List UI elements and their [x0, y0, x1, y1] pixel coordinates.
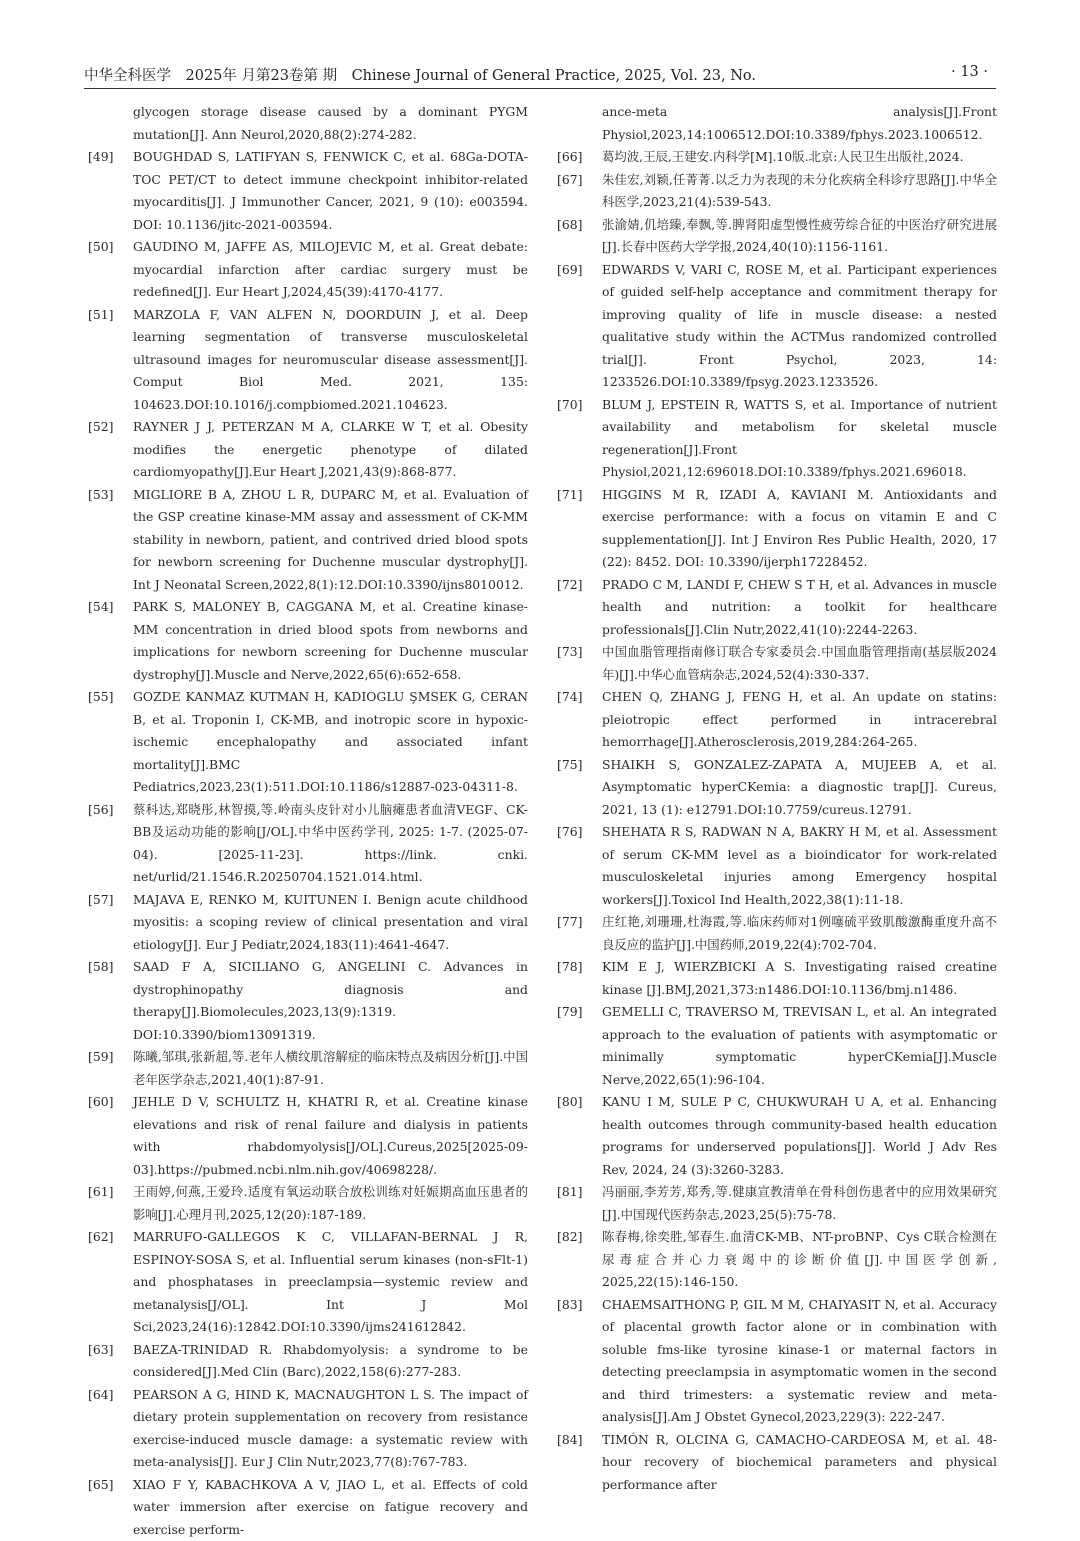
reference-text: BOUGHDAD S, LATIFYAN S, FENWICK C, et al. 68Ga-DOTA-TOC PET/CT to detect immune checkpoint inhibitor-related myocarditis[J]. J Immunother Cancer, 2021, 9 (10): e003594. DOI: 10.1136/jitc-2021-003594. [133, 146, 528, 236]
reference-number: [66] [557, 146, 582, 169]
reference-number: [64] [88, 1384, 113, 1407]
reference-text: CHEN Q, ZHANG J, FENG H, et al. An update on statins: pleiotropic effect performed in intracerebral hemorrhage[J].Atherosclerosis,2019,284:264-265. [602, 686, 997, 754]
reference-item [557, 169, 997, 214]
reference-item [557, 146, 997, 169]
reference-text: 王雨婷,何燕,王爱玲.适度有氧运动联合放松训练对妊娠期高血压患者的影响[J].心理月刊,2025,12(20):187-189. [133, 1181, 528, 1226]
reference-item [557, 821, 997, 911]
reference-number: [50] [88, 236, 113, 259]
reference-number: [54] [88, 596, 113, 619]
reference-text: SAAD F A, SICILIANO G, ANGELINI C. Advances in dystrophinopathy diagnosis and therapy[J].Biomolecules,2023,13(9):1319. DOI:10.3390/biom13091319. [133, 956, 528, 1046]
reference-number: [76] [557, 821, 582, 844]
reference-number: [56] [88, 799, 113, 822]
reference-text: MARZOLA F, VAN ALFEN N, DOORDUIN J, et al. Deep learning segmentation of transverse musculoskeletal ultrasound images for neuromuscular disease assessment[J]. Comput Biol Med. 2021, 135: 104623.DOI:10.1016/j.compbiomed.2021.104623. [133, 304, 528, 417]
journal-info: 中华全科医学 2025年 月第23卷第 期 Chinese Journal of General Practice, 2025, Vol. 23, No. [84, 64, 756, 85]
reference-text: 陈曦,邹琪,张新超,等.老年人横纹肌溶解症的临床特点及病因分析[J].中国老年医学杂志,2021,40(1):87-91. [133, 1046, 528, 1091]
reference-number: [82] [557, 1226, 582, 1249]
reference-item [88, 686, 528, 799]
reference-text: 张渝婧,仉培臻,奉飘,等.脾肾阳虚型慢性疲劳综合征的中医治疗研究进展[J].长春中医药大学学报,2024,40(10):1156-1161. [602, 214, 997, 259]
reference-item [557, 956, 997, 1001]
reference-number: [61] [88, 1181, 113, 1204]
reference-text: CHAEMSAITHONG P, GIL M M, CHAIYASIT N, et al. Accuracy of placental growth factor alone or in combination with soluble fms-like tyrosine kinase-1 or maternal factors in detecting preeclampsia in asymptomatic women in the second and third trimesters: a systematic review and meta-analysis[J].Am J Obstet Gynecol,2023,229(3): 222-247. [602, 1294, 997, 1429]
reference-number: [79] [557, 1001, 582, 1024]
reference-text: 庄红艳,刘珊珊,杜海霞,等.临床药师对1例噻硫平致肌酸激酶重度升高不良反应的监护[J].中国药师,2019,22(4):702-704. [602, 911, 997, 956]
right-column [557, 101, 997, 1496]
reference-item [557, 641, 997, 686]
reference-text: TIMÓN R, OLCINA G, CAMACHO-CARDEOSA M, et al. 48-hour recovery of biochemical parameters and physical performance after [602, 1429, 997, 1497]
reference-number: [55] [88, 686, 113, 709]
reference-number: [53] [88, 484, 113, 507]
reference-text: SHEHATA R S, RADWAN N A, BAKRY H M, et al. Assessment of serum CK-MM level as a bioindicator for work-related musculoskeletal injuries among Emergency hospital workers[J].Toxicol Ind Health,2022,38(1):11-18. [602, 821, 997, 911]
reference-number: [69] [557, 259, 582, 282]
reference-text: 陈春梅,徐奕胜,邹春生.血清CK-MB、NT-proBNP、Cys C联合检测在尿毒症合并心力衰竭中的诊断价值[J].中国医学创新, 2025,22(15):146-150. [602, 1226, 997, 1294]
reference-text: EDWARDS V, VARI C, ROSE M, et al. Participant experiences of guided self-help acceptance and commitment therapy for improving quality of life in muscle disease: a nested qualitative study within the ACTMus randomized controlled trial[J]. Front Psychol, 2023, 14: 1233526.DOI:10.3389/fpsyg.2023.1233526. [602, 259, 997, 394]
reference-item [88, 956, 528, 1046]
reference-number: [71] [557, 484, 582, 507]
reference-number: [57] [88, 889, 113, 912]
reference-item [88, 146, 528, 236]
reference-text: GAUDINO M, JAFFE AS, MILOJEVIC M, et al. Great debate: myocardial infarction after cardiac surgery must be redefined[J]. Eur Heart J,2024,45(39):4170-4177. [133, 236, 528, 304]
reference-item [557, 1226, 997, 1294]
reference-number: [73] [557, 641, 582, 664]
reference-item [557, 911, 997, 956]
reference-item [88, 1339, 528, 1384]
reference-item [88, 596, 528, 686]
running-header [84, 62, 996, 89]
reference-text: 葛均波,王辰,王建安.内科学[M].10版.北京:人民卫生出版社,2024. [602, 146, 997, 169]
reference-text: KANU I M, SULE P C, CHUKWURAH U A, et al. Enhancing health outcomes through community-based health education programs for underserved populations[J]. World J Adv Res Rev, 2024, 24 (3):3260-3283. [602, 1091, 997, 1181]
reference-number: [65] [88, 1474, 113, 1497]
reference-item [557, 1091, 997, 1181]
reference-item [88, 1226, 528, 1339]
reference-text: HIGGINS M R, IZADI A, KAVIANI M. Antioxidants and exercise performance: with a focus on vitamin E and C supplementation[J]. Int J Environ Res Public Health, 2020, 17 (22): 8452. DOI: 10.3390/ijerph17228452. [602, 484, 997, 574]
reference-text: PEARSON A G, HIND K, MACNAUGHTON L S. The impact of dietary protein supplementation on recovery from resistance exercise-induced muscle damage: a systematic review with meta-analysis[J]. Eur J Clin Nutr,2023,77(8):767-783. [133, 1384, 528, 1474]
reference-item [88, 1384, 528, 1474]
reference-text: MIGLIORE B A, ZHOU L R, DUPARC M, et al. Evaluation of the GSP creatine kinase-MM assay and assessment of CK-MM stability in newborn, patient, and contrived dried blood spots for newborn screening for Duchenne muscular dystrophy[J]. Int J Neonatal Screen,2022,8(1):12.DOI:10.3390/ijns8010012. [133, 484, 528, 597]
reference-number: [74] [557, 686, 582, 709]
reference-text: GOZDE KANMAZ KUTMAN H, KADIOGLU ŞMSEK G, CERAN B, et al. Troponin I, CK-MB, and inotropic score in hypoxic-ischemic encephalopathy and associated infant mortality[J].BMC Pediatrics,2023,23(1):511.DOI:10.1186/s12887-023-04311-8. [133, 686, 528, 799]
reference-item [557, 574, 997, 642]
reference-number: [72] [557, 574, 582, 597]
reference-continuation: glycogen storage disease caused by a dominant PYGM mutation[J]. Ann Neurol,2020,88(2):274-282. [88, 101, 528, 146]
reference-list-left [88, 146, 528, 1541]
reference-item [88, 1474, 528, 1541]
reference-text: MAJAVA E, RENKO M, KUITUNEN I. Benign acute childhood myositis: a scoping review of clinical presentation and viral etiology[J]. Eur J Pediatr,2024,183(11):4641-4647. [133, 889, 528, 957]
reference-text: 冯丽丽,李芳芳,郑秀,等.健康宣教清单在骨科创伤患者中的应用效果研究[J].中国现代医药杂志,2023,25(5):75-78. [602, 1181, 997, 1226]
reference-text: XIAO F Y, KABACHKOVA A V, JIAO L, et al. Effects of cold water immersion after exercise on fatigue recovery and exercise perform- [133, 1474, 528, 1541]
reference-item [557, 484, 997, 574]
page-number: · 13 · [951, 64, 988, 80]
reference-text: 蔡科达,郑晓彤,林智摸,等.岭南头皮针对小儿脑瘫患者血清VEGF、CK-BB及运动功能的影响[J/OL].中华中医药学刊, 2025: 1-7. (2025-07-04). [2025-11-23]. https://link. cnki. net/urlid/21.1546.R.20250704.1521.014.html. [133, 799, 528, 889]
reference-item [88, 889, 528, 957]
reference-item [557, 394, 997, 484]
reference-number: [75] [557, 754, 582, 777]
reference-item [88, 236, 528, 304]
reference-number: [49] [88, 146, 113, 169]
reference-item [557, 1294, 997, 1429]
reference-text: BAEZA-TRINIDAD R. Rhabdomyolysis: a syndrome to be considered[J].Med Clin (Barc),2022,158(6):277-283. [133, 1339, 528, 1384]
reference-text: JEHLE D V, SCHULTZ H, KHATRI R, et al. Creatine kinase elevations and risk of renal failure and dialysis in patients with rhabdomyolysis[J/OL].Cureus,2025[2025-09-03].https://pubmed.ncbi.nlm.nih.gov/40698228/. [133, 1091, 528, 1181]
reference-number: [70] [557, 394, 582, 417]
reference-number: [59] [88, 1046, 113, 1069]
reference-item [88, 1181, 528, 1226]
reference-text: BLUM J, EPSTEIN R, WATTS S, et al. Importance of nutrient availability and metabolism for skeletal muscle regeneration[J].Front Physiol,2021,12:696018.DOI:10.3389/fphys.2021.696018. [602, 394, 997, 484]
reference-text: GEMELLI C, TRAVERSO M, TREVISAN L, et al. An integrated approach to the evaluation of patients with asymptomatic or minimally symptomatic hyperCKemia[J].Muscle Nerve,2022,65(1):96-104. [602, 1001, 997, 1091]
reference-item [557, 1429, 997, 1497]
reference-list-right [557, 146, 997, 1496]
reference-text: PRADO C M, LANDI F, CHEW S T H, et al. Advances in muscle health and nutrition: a toolkit for healthcare professionals[J].Clin Nutr,2022,41(10):2244-2263. [602, 574, 997, 642]
reference-item [88, 484, 528, 597]
reference-text: SHAIKH S, GONZALEZ-ZAPATA A, MUJEEB A, et al. Asymptomatic hyperCKemia: a diagnostic trap[J]. Cureus, 2021, 13 (1): e12791.DOI:10.7759/cureus.12791. [602, 754, 997, 822]
reference-number: [51] [88, 304, 113, 327]
reference-continuation: ance-meta analysis[J].Front Physiol,2023,14:1006512.DOI:10.3389/fphys.2023.1006512. [557, 101, 997, 146]
reference-number: [78] [557, 956, 582, 979]
reference-text: PARK S, MALONEY B, CAGGANA M, et al. Creatine kinase-MM concentration in dried blood spots from newborns and implications for newborn screening for Duchenne muscular dystrophy[J].Muscle and Nerve,2022,65(6):652-658. [133, 596, 528, 686]
reference-number: [83] [557, 1294, 582, 1317]
reference-number: [68] [557, 214, 582, 237]
reference-number: [80] [557, 1091, 582, 1114]
reference-number: [84] [557, 1429, 582, 1452]
reference-text: KIM E J, WIERZBICKI A S. Investigating raised creatine kinase [J].BMJ,2021,373:n1486.DOI:10.1136/bmj.n1486. [602, 956, 997, 1001]
reference-item [557, 686, 997, 754]
reference-item [557, 754, 997, 822]
reference-number: [60] [88, 1091, 113, 1114]
reference-text: RAYNER J J, PETERZAN M A, CLARKE W T, et al. Obesity modifies the energetic phenotype of dilated cardiomyopathy[J].Eur Heart J,2021,43(9):868-877. [133, 416, 528, 484]
reference-number: [81] [557, 1181, 582, 1204]
reference-text: 中国血脂管理指南修订联合专家委员会.中国血脂管理指南(基层版2024年)[J].中华心血管病杂志,2024,52(4):330-337. [602, 641, 997, 686]
reference-number: [63] [88, 1339, 113, 1362]
reference-number: [67] [557, 169, 582, 192]
reference-item [88, 416, 528, 484]
reference-text: MARRUFO-GALLEGOS K C, VILLAFAN-BERNAL J R, ESPINOY-SOSA S, et al. Influential serum kinases (non-sFlt-1) and phosphatases in preeclampsia—systemic review and metanalysis[J/OL]. Int J Mol Sci,2023,24(16):12842.DOI:10.3390/ijms241612842. [133, 1226, 528, 1339]
reference-number: [62] [88, 1226, 113, 1249]
reference-item [557, 214, 997, 259]
reference-item [88, 304, 528, 417]
reference-item [88, 1091, 528, 1181]
reference-item [88, 799, 528, 889]
reference-text: 朱佳宏,刘颖,任菁菁.以乏力为表现的未分化疾病全科诊疗思路[J].中华全科医学,2023,21(4):539-543. [602, 169, 997, 214]
reference-item [557, 1181, 997, 1226]
reference-number: [77] [557, 911, 582, 934]
reference-item [88, 1046, 528, 1091]
reference-item [557, 259, 997, 394]
reference-item [557, 1001, 997, 1091]
reference-number: [58] [88, 956, 113, 979]
left-column [88, 101, 528, 1541]
reference-number: [52] [88, 416, 113, 439]
